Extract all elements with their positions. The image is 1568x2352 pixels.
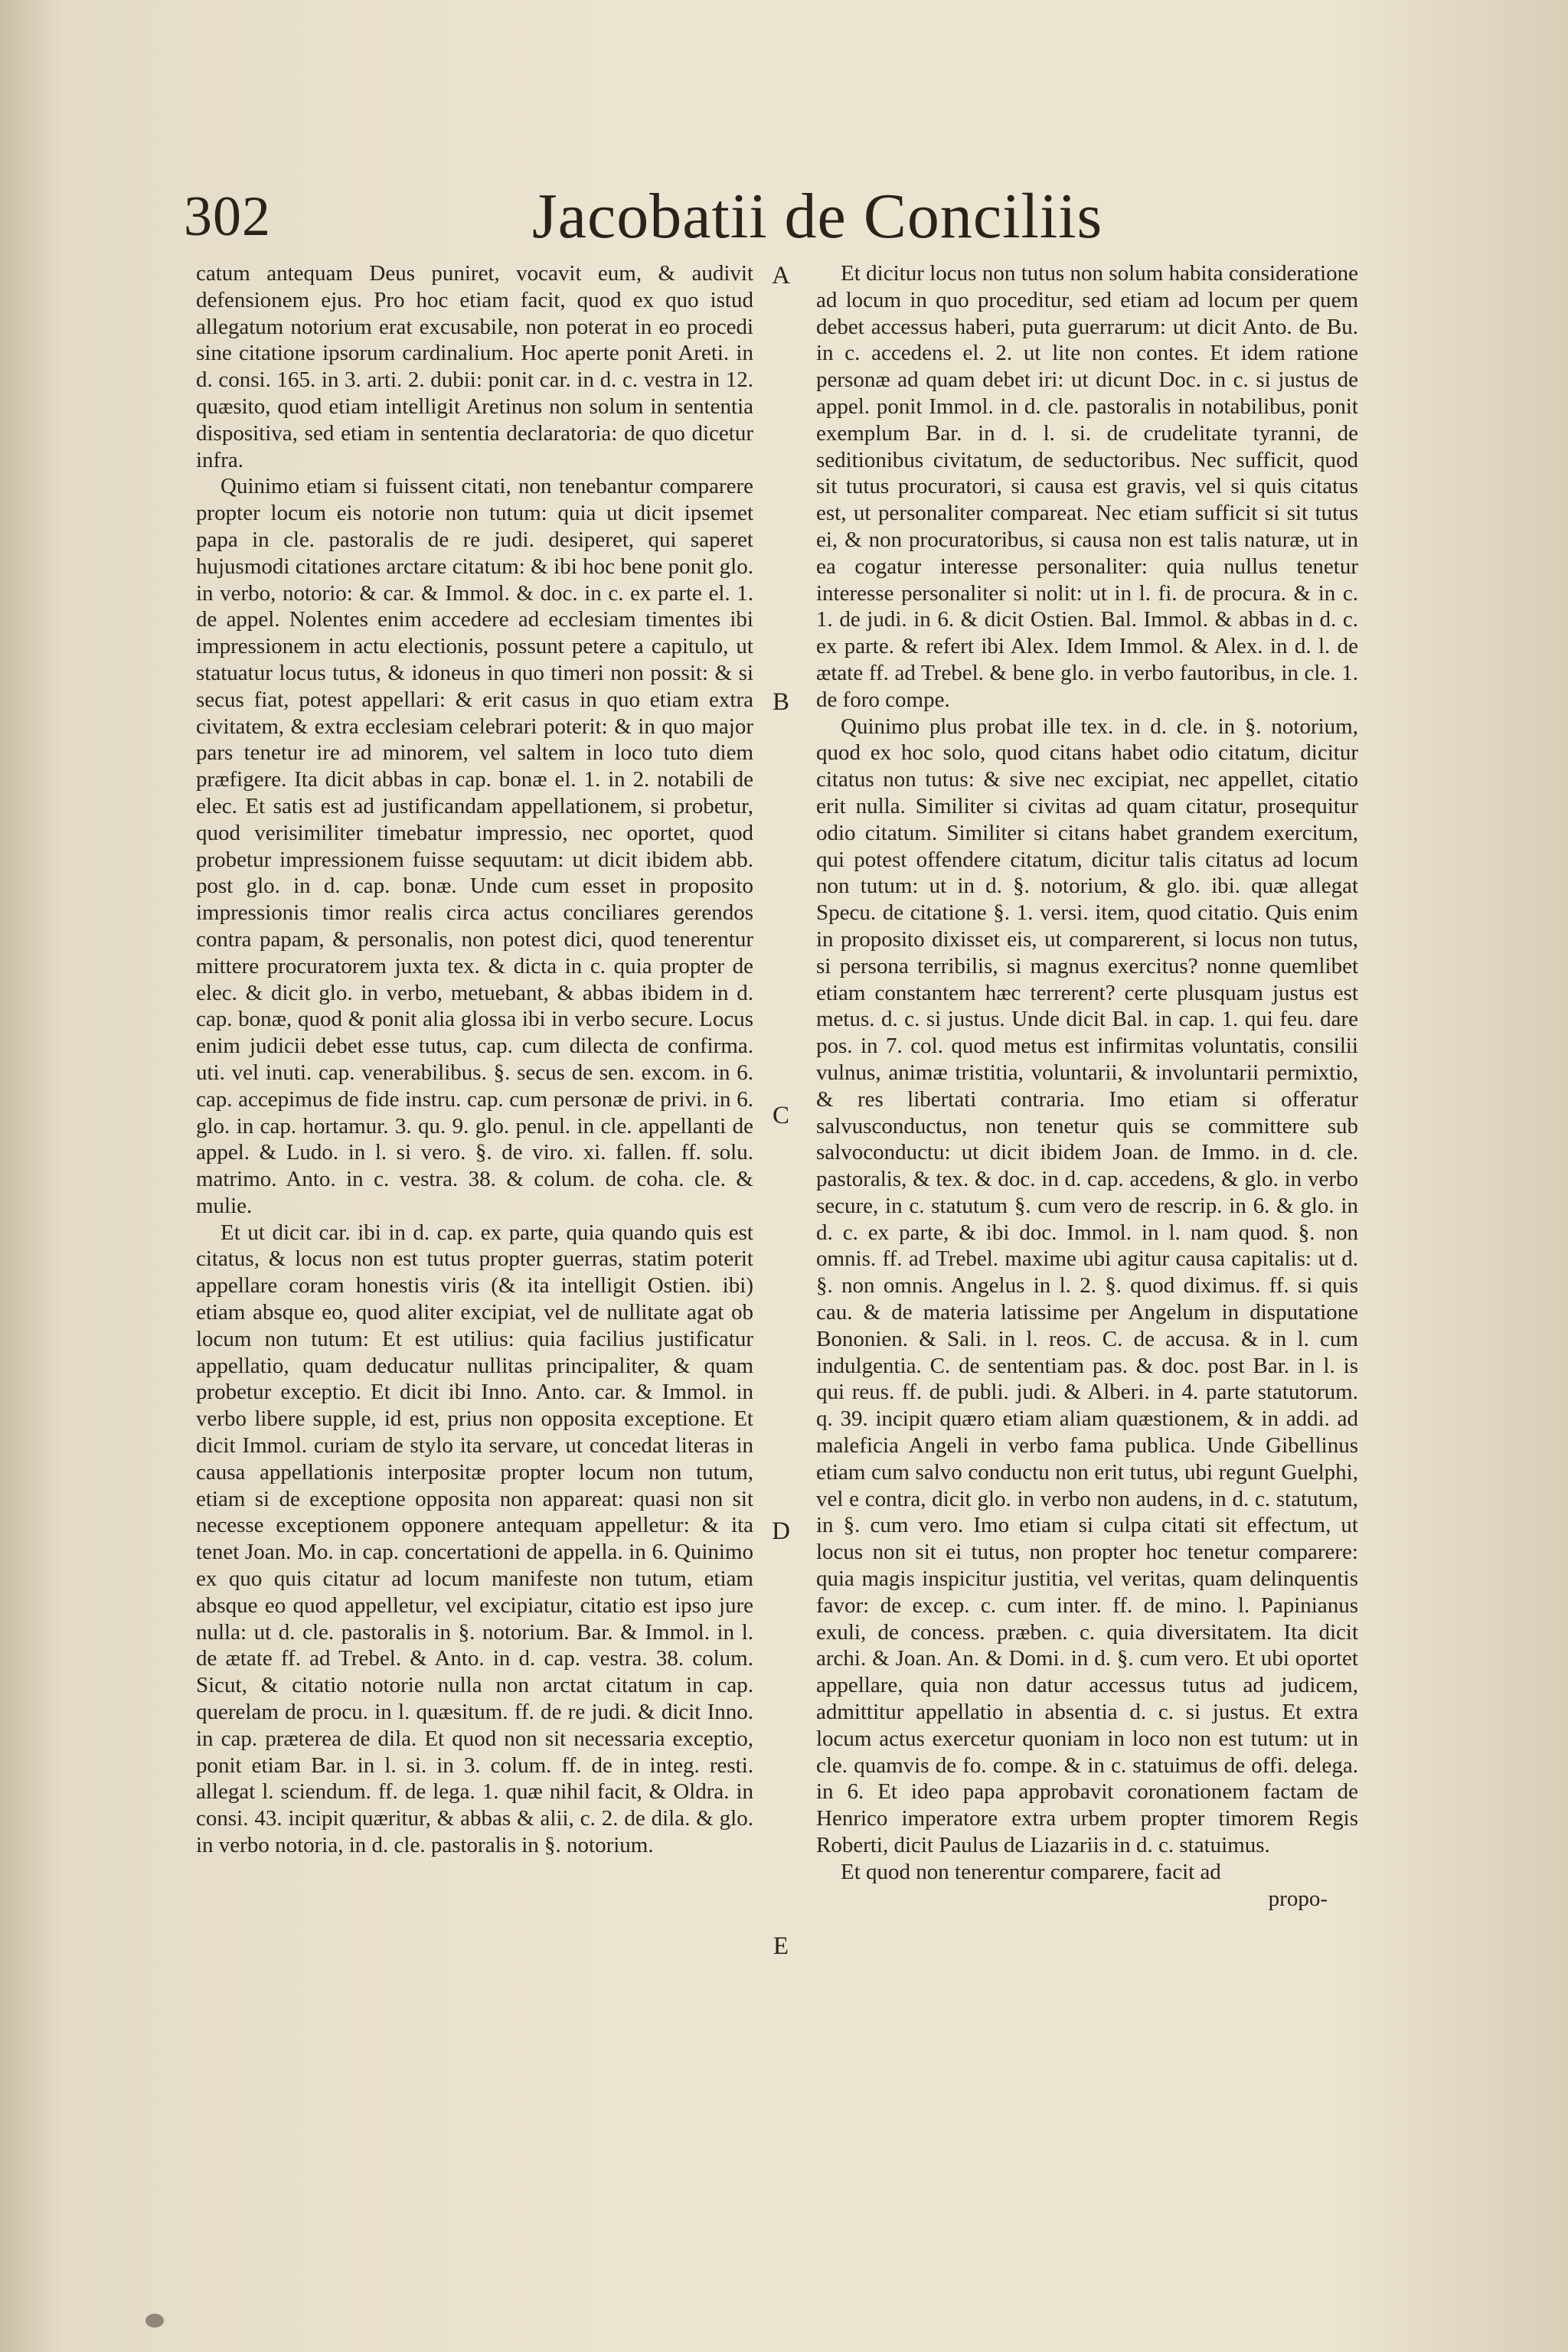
left-paragraph-3: Et ut dicit car. ibi in d. cap. ex parte, quia quando quis est citatus, & locus non est tutus propter guerras, statim poterit appellare coram honestis viris (& ita intelligit Ostien. ibi) etiam absque eo, quod aliter excipiat, vel de nullitate agat ob locum non tutum: Et est utilius: quia facilius justificatur appellatio, quam deducatur nullitas principaliter, & quam probetur exceptio. Et dicit ibi Inno. Anto. car. & Immol. in verbo libere supple, id est, prius non opposita exceptione. Et dicit Immol. curiam de stylo ita servare, ut concedat literas in causa appellationis interpositæ propter locum non tutum, etiam si de exceptione opposita non appareat: quasi non sit necesse exceptionem opponere antequam appelletur: & ita tenet Joan. Mo. in cap. concertationi de appella. in 6. Quinimo ex quo quis citatur ad locum manifeste non tutum, etiam absque eo quod appelletur, vel excipiatur, citatio est ipso jure nulla: ut d. cle. pastoralis in §. notorium. Bar. & Immol. in l. de ætate ff. ad Trebel. & Anto. in d. cap. vestra. 38. colum. Sicut, & citatio notorie nulla non arctat citatum in cap. querelam de procu. in l. quæsitum. ff. de re judi. & dicit Inno. in cap. præterea de dila. Et quod non sit necessaria exceptio, ponit etiam Bar. in l. si. in 3. colum. ff. de in integ. resti. allegat l. sciendum. ff. de lega. 1. quæ nihil facit, & Oldra. in consi. 43. incipit quæritur, & abbas & alii, c. 2. de dila. & glo. in verbo notoria, in d. cle. pastoralis in §. notorium. xyxy=(196,1220,753,1858)
margin-section-letters xyxy=(753,260,808,2251)
right-column xyxy=(816,260,1358,1912)
left-column xyxy=(196,260,753,1859)
left-paragraph-2: Quinimo etiam si fuissent citati, non tenebantur comparere propter locum eis notorie non tutum: quia ut dicit ipsemet papa in cle. pastoralis de re judi. desiperet, qui saperet hujusmodi citationes arctare citatum: & ibi hoc bene ponit glo. in verbo, notorio: & car. & Immol. & doc. in c. ex parte el. 1. de appel. Nolentes enim accedere ad ecclesiam timentes ibi impressionem in actu electionis, possunt petere a capitulo, ut statuatur locus tutus, & idoneus in quo timeri non possit: & si secus fiat, potest appellari: & erit casus in quo etiam extra civitatem, & extra ecclesiam celebrari poterit: & in quo major pars tenetur ire ad minorem, vel saltem in loco tuto diem præfigere. Ita dicit abbas in cap. bonæ el. 1. in 2. notabili de elec. Et satis est ad justificandam appellationem, si probetur, quod verisimiliter timebatur impressio, nec oportet, quod probetur impressionem fuisse sequutam: ut dicit ibidem abb. post glo. in d. cap. bonæ. Unde cum esset in proposito impressionis timor realis circa actus conciliares gerendos contra papam, & personalis, non potest dici, quod tenerentur mittere procuratorem juxta tex. & dicta in c. quia propter de elec. & dicit glo. in verbo, metuebant, & abbas ibidem in d. cap. bonæ, quod & ponit alia glossa ibi in verbo secure. Locus enim judicii debet esse tutus, cap. cum dilecta de confirma. uti. vel inuti. cap. venerabilibus. §. secus de sen. excom. in 6. cap. accepimus de fide instru. cap. cum personæ de privi. in 6. glo. in cap. hortamur. 3. qu. 9. glo. penul. in cle. appellanti de appel. & Ludo. in l. si vero. §. de viro. xi. fallen. ff. solu. matrimo. Anto. in c. vestra. 38. & colum. de coha. cle. & mulie. xyxy=(196,474,753,1218)
right-paragraph-3: Et quod non tenerentur comparere, facit ad xyxy=(841,1859,1221,1884)
page-number: 302 xyxy=(184,185,271,248)
margin-letter-a: A xyxy=(772,262,790,289)
margin-letter-b: B xyxy=(772,688,789,716)
margin-letter-d: D xyxy=(772,1517,790,1545)
running-header xyxy=(184,175,1378,259)
catchword: propo- xyxy=(1268,1886,1328,1911)
margin-letter-c: C xyxy=(772,1102,789,1129)
right-paragraph-2: Quinimo plus probat ille tex. in d. cle. in §. notorium, quod ex hoc solo, quod citans habet odio citatum, dicitur citatus non tutus: & sive nec excipiat, nec appellet, citatio erit nulla. Similiter si civitas ad quam citatur, prosequitur odio citatum. Similiter si citans habet grandem exercitum, qui potest offendere citatum, dicitur talis citatus ad locum non tutum: ut in d. §. notorium, & glo. ibi. quæ allegat Specu. de citatione §. 1. versi. item, quod citatio. Quis enim in proposito dixisset eis, ut comparerent, si locus non tutus, si persona terribilis, si magnus exercitus? nonne quemlibet etiam constantem hæc terrerent? certe plusquam justus est metus. d. c. si justus. Unde dicit Bal. in cap. 1. qui feu. dare pos. in 7. col. quod metus est infirmitas voluntatis, consilii vulnus, animæ tristitia, voluntarii, & involuntarii permixtio, & res libertati contraria. Imo etiam si offeratur salvusconductus, non tenetur quis se committere sub salvoconductu: ut dicit ibidem Joan. de Immo. in d. cle. pastoralis, & tex. & doc. in d. cap. accedens, & glo. in verbo secure, in c. statutum §. cum vero de rescrip. in 6. & glo. in d. c. ex parte, & ibi doc. Immol. in l. nam quod. §. non omnis. ff. ad Trebel. maxime ubi agitur causa capitalis: ut d. §. non omnis. Angelus in l. 2. §. quod diximus. ff. si quis cau. & de materia latissime per Angelum in disputatione Bononien. & Sali. in l. reos. C. de accusa. & in l. cum indulgentia. C. de sententiam pas. & doc. post Bar. in l. is qui reus. ff. de publi. judi. & Alberi. in 4. parte statutorum. q. 39. incipit quæro etiam aliam quæstionem, & in addi. ad maleficia Angeli in verbo fama publica. Unde Gibellinus etiam cum salvo conductu non erit tutus, ubi regunt Guelphi, vel e contra, dicit glo. in verbo non audens, in d. c. statutum, in §. cum vero. Imo etiam si culpa citati sit effectum, ut locus non sit ei tutus, non propter hoc tenetur comparere: quia magis inspicitur justitia, vel veritas, quam delinquentis favor: de excep. c. cum inter. ff. de mino. l. Papinianus exuli, de concess. præben. c. quia diversitatem. Ita dicit archi. & Joan. An. & Domi. in d. §. cum vero. Et ubi oportet appellare, quia non datur accessus tutus ad judicem, admittitur appellatio in absentia d. c. si justus. Et extra locum actus exercetur quoniam in loco non est tutum: ut in cle. quamvis de fo. compe. & in c. statuimus de offi. delega. in 6. Et ideo papa approbavit coronationem factam de Henrico imperatore extra urbem propter timorem Regis Roberti, dicit Paulus de Liazariis in d. c. statuimus. xyxy=(816,714,1358,1858)
right-paragraph-1: Et dicitur locus non tutus non solum habita consideratione ad locum in quo proceditur, sed etiam ad locum per quem debet accessus haberi, puta guerrarum: ut dicit Anto. de Bu. in c. accedens el. 2. ut lite non contes. Et idem ratione personæ ad quam debet iri: ut dicunt Doc. in c. si justus de appel. ponit Immol. in d. cle. pastoralis in notabilibus, ponit exemplum Bar. in d. l. si. de crudelitate tyranni, de seditionibus civitatum, de seductoribus. Nec sufficit, quod sit tutus procuratori, si causa est gravis, vel si quis citatus est, ut personaliter compareat. Nec etiam sufficit si sit tutus ei, & non procuratoribus, si causa non est talis naturæ, ut in ea cogatur interesse personaliter: quia nullus tenetur interesse personaliter si nolit: ut in l. fi. de procura. & in c. 1. de judi. in 6. & dicit Ostien. Bal. Immol. & abbas in d. c. ex parte. & refert ibi Alex. Idem Immol. & Alex. in d. l. de ætate ff. ad Trebel. & bene glo. in verbo fautoribus, in cle. 1. de foro compe. xyxy=(816,261,1358,712)
margin-letter-e: E xyxy=(773,1932,789,1960)
left-paragraph-1: catum antequam Deus puniret, vocavit eum, & audivit defensionem ejus. Pro hoc etiam facit, quod ex quo istud allegatum notorium erat excusabile, non poterat in eo procedi sine citatione ipsorum cardinalium. Hoc aperte ponit Areti. in d. consi. 165. in 3. arti. 2. dubii: ponit car. in d. c. vestra in 12. quæsito, quod etiam intelligit Aretinus non solum in sententia dispositiva, sed etiam in sententia declaratoria: de quo dicetur infra. xyxy=(196,261,753,472)
running-title: Jacobatii de Conciliis xyxy=(532,181,1103,252)
ink-smudge xyxy=(145,2314,164,2328)
